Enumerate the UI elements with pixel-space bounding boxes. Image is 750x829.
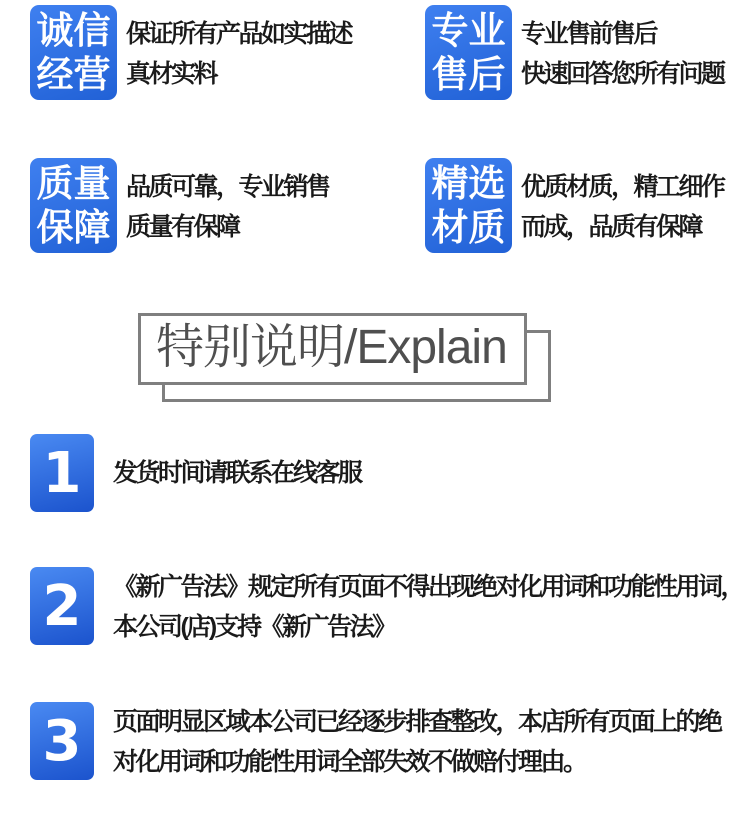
aftersales-badge bbox=[425, 5, 512, 100]
feature-description bbox=[521, 5, 724, 94]
quality-badge bbox=[30, 158, 117, 253]
badge-label-line: 售后 bbox=[431, 53, 506, 95]
note-item-1 bbox=[30, 434, 750, 512]
feature-desc-line: 保证所有产品如实描述 bbox=[126, 20, 352, 48]
badge-label-line: 材质 bbox=[431, 206, 506, 248]
feature-description bbox=[126, 158, 329, 247]
feature-desc-line: 而成，品质有保障 bbox=[521, 213, 702, 241]
section-title-text: 特别说明/Explain bbox=[138, 313, 527, 385]
feature-description bbox=[521, 158, 724, 247]
note-number-badge bbox=[30, 702, 94, 780]
feature-grid bbox=[0, 0, 750, 253]
feature-desc-line: 品质可靠，专业销售 bbox=[126, 173, 329, 201]
note-text bbox=[113, 453, 361, 493]
badge-label-line: 质量 bbox=[36, 162, 111, 204]
badge-label-line: 保障 bbox=[36, 206, 111, 248]
note-text-line: 发货时间请联系在线客服 bbox=[113, 459, 361, 487]
integrity-badge bbox=[30, 5, 117, 100]
section-title bbox=[138, 313, 527, 385]
note-number-badge bbox=[30, 567, 94, 645]
badge-label-line: 诚信 bbox=[36, 9, 111, 51]
feature-description bbox=[126, 5, 351, 94]
feature-desc-line: 质量有保障 bbox=[126, 213, 239, 241]
material-badge bbox=[425, 158, 512, 253]
badge-label-line: 经营 bbox=[36, 53, 111, 95]
feature-desc-line: 专业售前售后 bbox=[521, 20, 657, 48]
feature-desc-line: 真材实料 bbox=[126, 60, 217, 88]
note-number-badge bbox=[30, 434, 94, 512]
feature-desc-line: 优质材质，精工细作 bbox=[521, 173, 724, 201]
feature-card-integrity bbox=[30, 5, 425, 100]
notes-list bbox=[0, 385, 750, 782]
note-item-3 bbox=[30, 702, 750, 782]
note-text-line: 本公司(店)支持《新广告法》 bbox=[113, 613, 395, 641]
note-text-line: 页面明显区域本公司已经逐步排查整改，本店所有页面上的绝 bbox=[113, 708, 721, 736]
note-text-line: 《新广告法》规定所有页面不得出现绝对化用词和功能性用词， bbox=[113, 573, 744, 601]
note-text-line: 对化用词和功能性用词全部失效不做赔付理由。 bbox=[113, 748, 586, 776]
feature-card-material bbox=[425, 158, 750, 253]
badge-label-line: 精选 bbox=[431, 162, 506, 204]
feature-desc-line: 快速回答您所有问题 bbox=[521, 60, 724, 88]
note-text bbox=[113, 567, 743, 647]
note-item-2 bbox=[30, 567, 750, 647]
note-number: 2 bbox=[42, 573, 82, 639]
badge-label-line: 专业 bbox=[431, 9, 506, 51]
feature-card-aftersales bbox=[425, 5, 750, 100]
feature-card-quality bbox=[30, 158, 425, 253]
note-number: 1 bbox=[42, 440, 82, 506]
note-number: 3 bbox=[42, 708, 82, 774]
note-text bbox=[113, 702, 721, 782]
